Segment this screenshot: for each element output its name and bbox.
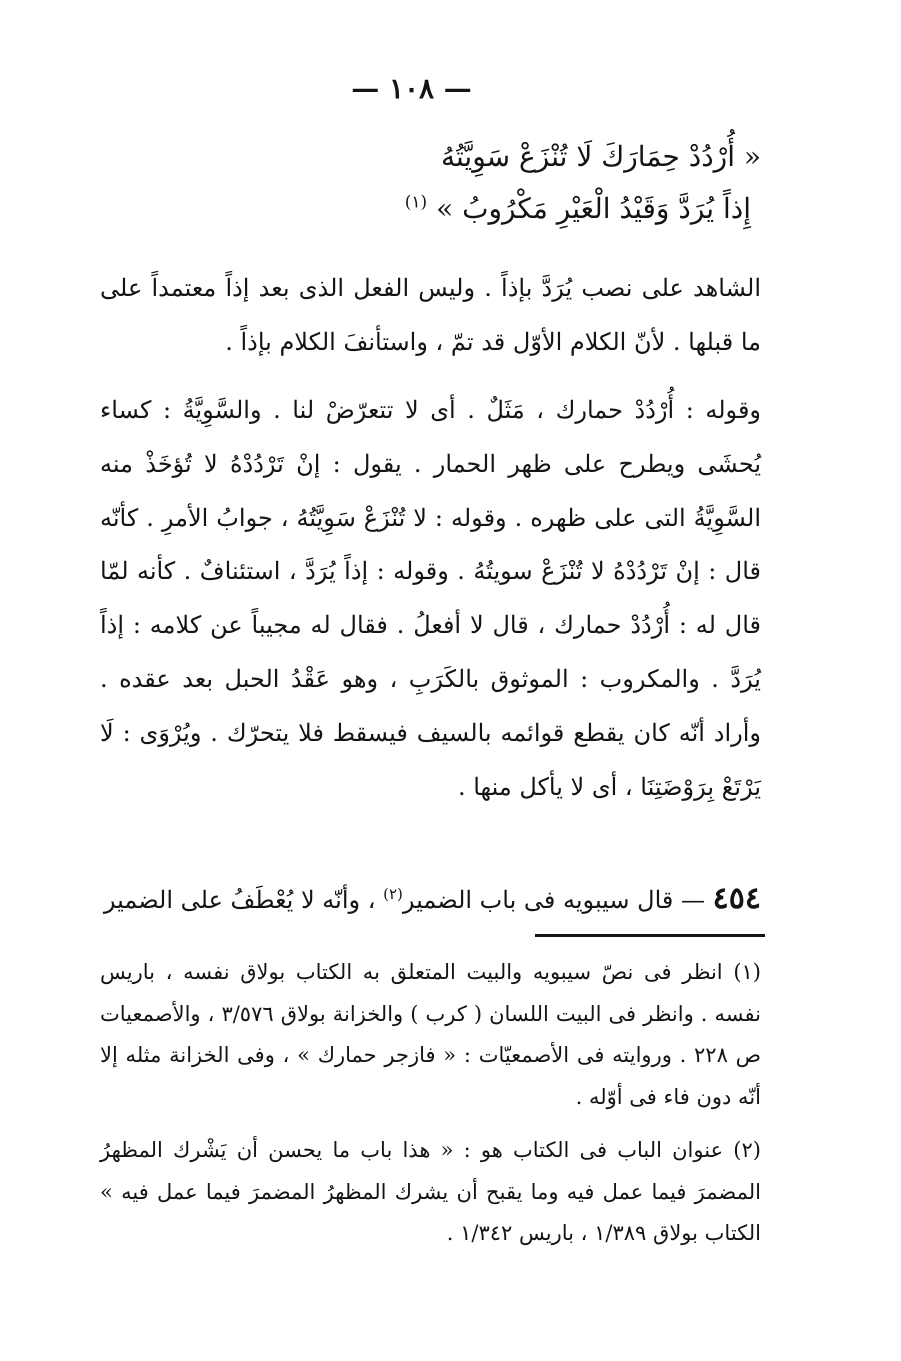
footnote-1-text: انظر فى نصّ سيبويه والبيت المتعلق به الكتاب بولاق نفسه ، باريس نفسه . وانظر فى البيت اللسان ( كرب ) والخزانة بولاق ٣/٥٧٦ ، والأصمعيات ص ٢٢٨ . وروايته فى الأصمعيّات : « فازجر حمارك » ، وفى الخزانة مثله إلا أنّه دون فاء فى أوّله .	[100, 960, 761, 1109]
section-heading	[100, 868, 761, 928]
footnote-2-ref: (٢)	[733, 1138, 761, 1162]
verse-line-1-text: « أُرْدُدْ حِمَارَكَ لَا تُنْزَعْ سَوِيَّتُهُ	[440, 140, 761, 173]
verse-line-2-text: إِذاً يُرَدَّ وَقَيْدُ الْعَيْرِ مَكْرُوبُ »	[436, 192, 751, 225]
footnote-divider	[535, 934, 765, 937]
footnote-ref-1: (١)	[404, 192, 428, 213]
verse-line-1	[441, 140, 761, 173]
footnote-ref-2: (٢)	[383, 885, 403, 903]
verse-line-2	[405, 192, 751, 225]
section-text-before: — قال سيبويه فى باب الضمير	[402, 886, 706, 914]
page-number: — ١٠٨ —	[351, 72, 472, 105]
paragraph-shahid: الشاهد على نصب يُرَدَّ بإذاً . وليس الفعل الذى بعد إذاً معتمداً على ما قبلها . لأنّ الكلام الأوّل قد تمّ ، واستأنفَ الكلام بإذاً .	[100, 274, 761, 356]
section-text-after: ، وأنّه لا يُعْطَفُ على الضمير	[103, 886, 376, 914]
footnote-2-text: عنوان الباب فى الكتاب هو : « هذا باب ما يحسن أن يَشْرك المظهرُ المضمرَ فيما عمل فيه وما يقبح أن يشرك المظهرُ المضمرَ فيما عمل فيه » الكتاب بولاق ١/٣٨٩ ، باريس ١/٣٤٢ .	[100, 1138, 761, 1245]
section-number: ٤٥٤	[712, 881, 761, 916]
footnote-1-ref: (١)	[733, 960, 761, 984]
footnote-2	[100, 1130, 761, 1255]
paragraph-commentary: وقوله : أُرْدُدْ حمارك ، مَثَلٌ . أى لا تتعرّضْ لنا . والسَّوِيَّةُ : كساء يُحشَى ويطرح على ظهر الحمار . يقول : إنْ تَرْدُدْهُ لا تُؤخَذْ منه السَّوِيَّةُ التى على ظهره . وقوله : لا تُنْزَعْ سَوِيَّتُهُ ، جوابُ الأمرِ . كأنّه قال : إنْ تَرْدُدْهُ لا تُنْزَعْ سويتُهُ . وقوله : إذاً يُرَدَّ ، استئنافٌ . كأنه لمّا قال له : أُرْدُدْ حمارك ، قال لا أفعلُ . فقال له مجيباً عن كلامه : إذاً يُرَدَّ . والمكروب : الموثوق بالكَرَبِ ، وهو عَقْدُ الحبل بعد عقده . وأراد أنّه كان يقطع قوائمه بالسيف فيسقط فلا يتحرّك . ويُرْوَى : لَا يَرْتَعْ بِرَوْضَتِنَا ، أى لا يأكل منها .	[100, 396, 762, 801]
footnote-1	[100, 952, 761, 1118]
